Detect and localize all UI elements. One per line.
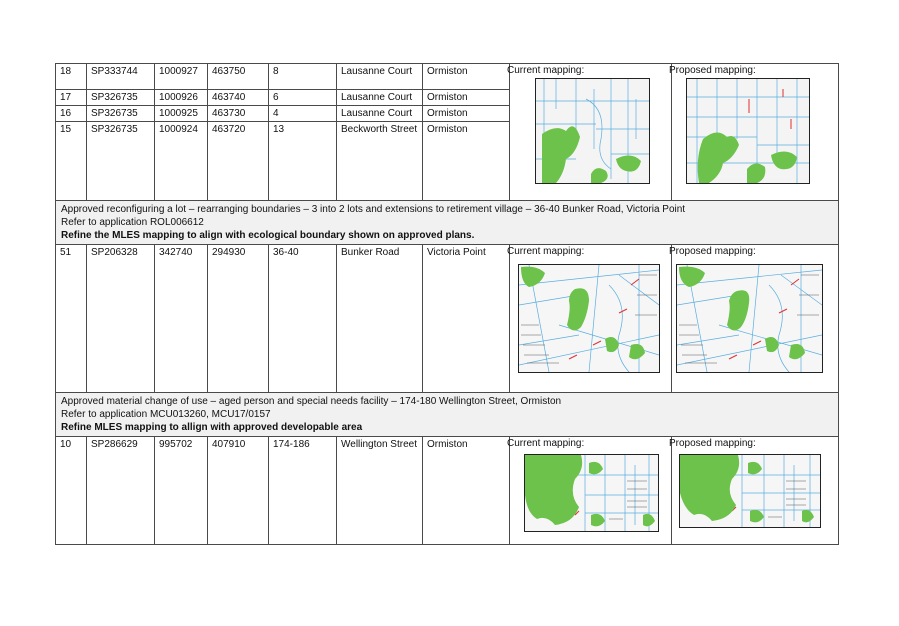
cell-house: 6 <box>269 90 337 106</box>
banner-description: Approved material change of use – aged person and special needs facility – 174-180 Wellington Street, Ormiston <box>61 396 562 407</box>
cell-plan: SP326735 <box>87 106 155 122</box>
cell-lot: 1000925 <box>155 106 208 122</box>
proposed-mapping-label: Proposed mapping: <box>669 246 756 257</box>
current-mapping-map-image <box>518 264 660 373</box>
cell-property: 463750 <box>208 64 269 90</box>
cell-plan: SP286629 <box>87 437 155 545</box>
current-mapping-label: Current mapping: <box>507 65 585 76</box>
section-banner <box>56 393 839 437</box>
banner-application-ref: Refer to application ROL006612 <box>61 217 204 228</box>
cell-property: 463720 <box>208 122 269 201</box>
table-row <box>56 245 839 393</box>
current-mapping-map-image <box>535 78 650 184</box>
current-mapping-map-image <box>524 454 659 532</box>
cell-street: Lausanne Court <box>337 64 423 90</box>
proposed-mapping-cell-3 <box>669 437 839 545</box>
cell-lot: 1000924 <box>155 122 208 201</box>
cell-plan: SP333744 <box>87 64 155 90</box>
cell-lot: 1000926 <box>155 90 208 106</box>
cell-suburb: Ormiston <box>423 122 510 201</box>
cell-lot: 1000927 <box>155 64 208 90</box>
cell-lot: 342740 <box>155 245 208 393</box>
cell-property: 463730 <box>208 106 269 122</box>
cell-plan: SP326735 <box>87 90 155 106</box>
proposed-mapping-label: Proposed mapping: <box>669 65 756 76</box>
banner-instruction: Refine MLES mapping to allign with approved developable area <box>61 422 363 433</box>
cell-suburb: Ormiston <box>423 106 510 122</box>
cell-house: 36-40 <box>269 245 337 393</box>
mapping-amendments-table <box>55 63 839 545</box>
current-mapping-label: Current mapping: <box>507 438 585 449</box>
cell-num: 17 <box>56 90 87 106</box>
current-mapping-cell-1 <box>507 64 672 201</box>
cell-street: Wellington Street <box>337 437 423 545</box>
cell-house: 13 <box>269 122 337 201</box>
cell-suburb: Ormiston <box>423 90 510 106</box>
proposed-mapping-map-image <box>676 264 823 373</box>
cell-property: 294930 <box>208 245 269 393</box>
cell-lot: 995702 <box>155 437 208 545</box>
cell-house: 174-186 <box>269 437 337 545</box>
document-table-region <box>55 63 838 545</box>
cell-suburb: Ormiston <box>423 437 510 545</box>
cell-property: 463740 <box>208 90 269 106</box>
current-mapping-cell-3 <box>507 437 672 545</box>
cell-street: Bunker Road <box>337 245 423 393</box>
proposed-mapping-label: Proposed mapping: <box>669 438 756 449</box>
proposed-mapping-cell-1 <box>669 64 839 201</box>
cell-property: 407910 <box>208 437 269 545</box>
cell-street: Beckworth Street <box>337 122 423 201</box>
cell-plan: SP326735 <box>87 122 155 201</box>
cell-house: 8 <box>269 64 337 90</box>
current-mapping-cell-2 <box>507 245 672 393</box>
table-row <box>56 437 839 545</box>
cell-num: 10 <box>56 437 87 545</box>
current-mapping-label: Current mapping: <box>507 246 585 257</box>
proposed-mapping-cell-2 <box>669 245 839 393</box>
cell-suburb: Victoria Point <box>423 245 510 393</box>
cell-num: 15 <box>56 122 87 201</box>
cell-suburb: Ormiston <box>423 64 510 90</box>
cell-plan: SP206328 <box>87 245 155 393</box>
cell-num: 18 <box>56 64 87 90</box>
banner-description: Approved reconfiguring a lot – rearranging boundaries – 3 into 2 lots and extensions to retirement village – 36-40 Bunker Road, Victoria Point <box>61 204 686 215</box>
cell-num: 16 <box>56 106 87 122</box>
banner-application-ref: Refer to application MCU013260, MCU17/0157 <box>61 409 271 420</box>
cell-street: Lausanne Court <box>337 90 423 106</box>
section-banner-row <box>56 201 839 245</box>
section-banner <box>56 201 839 245</box>
proposed-mapping-map-image <box>686 78 810 184</box>
cell-street: Lausanne Court <box>337 106 423 122</box>
banner-instruction: Refine the MLES mapping to align with ecological boundary shown on approved plans. <box>61 230 475 241</box>
table-row <box>56 64 839 90</box>
proposed-mapping-map-image <box>679 454 821 528</box>
cell-house: 4 <box>269 106 337 122</box>
cell-num: 51 <box>56 245 87 393</box>
section-banner-row <box>56 393 839 437</box>
